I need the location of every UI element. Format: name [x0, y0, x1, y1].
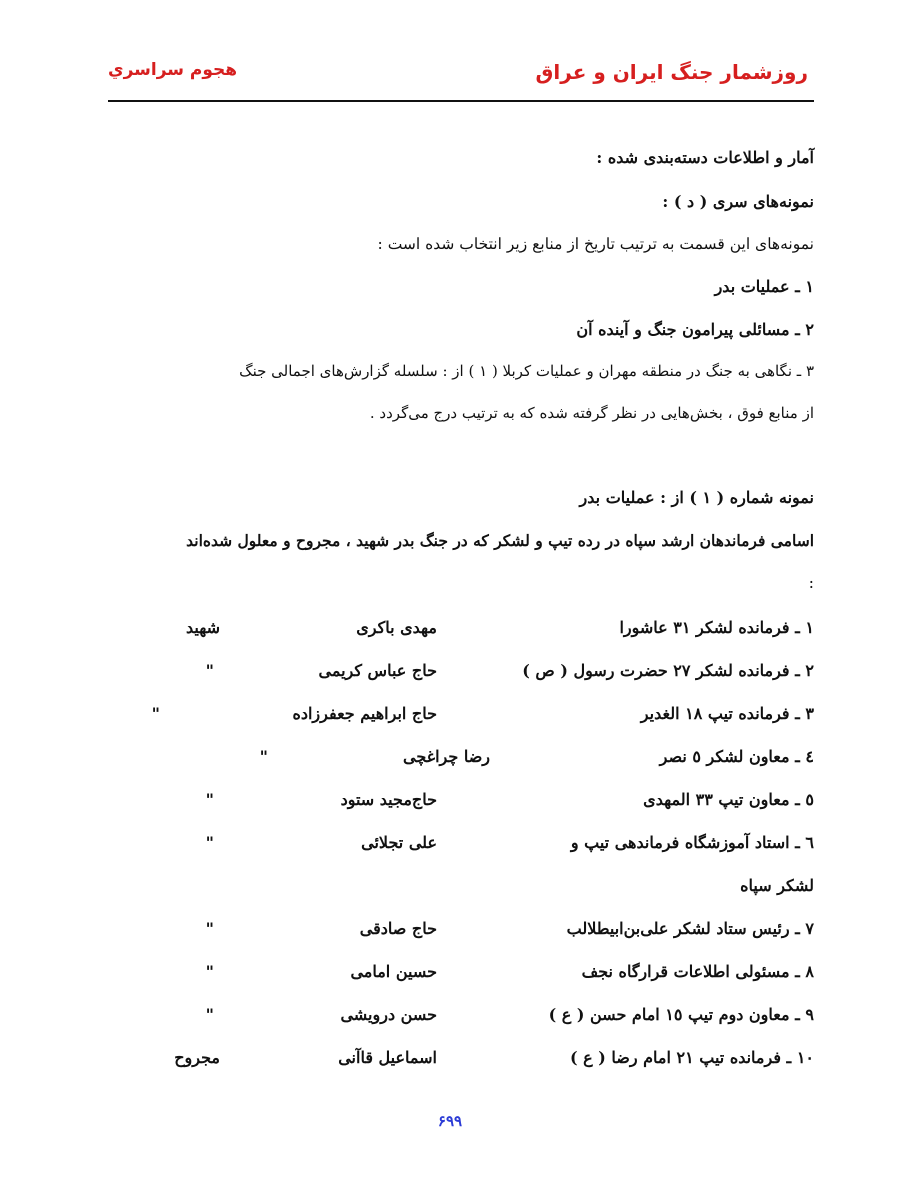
commander-role: ٦ ـ استاد آموزشگاه فرماندهی تیپ و — [570, 833, 814, 852]
list-item — [0, 833, 900, 863]
commander-role: ۹ ـ معاون دوم تیپ ۱٥ امام حسن ( ع ) — [548, 1005, 814, 1024]
commander-name: اسماعیل قاآنی — [338, 1048, 437, 1067]
sample-description: اسامی فرماندهان ارشد سپاه در رده تیپ و لشکر که در جنگ بدر شهید ، مجروح و معلول شده‌اند — [186, 531, 814, 550]
commander-name: حسن درویشی — [340, 1005, 437, 1024]
commander-role: ۳ ـ فرمانده تیپ ۱۸ الغدیر — [640, 704, 814, 723]
list-item — [0, 962, 900, 992]
commander-status: " — [205, 919, 214, 938]
commander-role: ۱ ـ فرمانده لشکر ۳۱ عاشورا — [619, 618, 814, 637]
list-item — [0, 661, 900, 691]
list-item — [0, 1048, 900, 1078]
list-item — [0, 1005, 900, 1035]
commander-role: ٥ ـ معاون تیپ ۳۳ المهدی — [643, 790, 814, 809]
commander-role: ۱۰ ـ فرمانده تیپ ۲۱ امام رضا ( ع ) — [569, 1048, 814, 1067]
list-item — [0, 618, 900, 648]
commander-name: حاج ابراهیم جعفرزاده — [292, 704, 437, 723]
commander-status: شهید — [185, 618, 220, 637]
commander-role: ٤ ـ معاون لشکر ٥ نصر — [659, 747, 814, 766]
source-item-3-line-1: ۳ ـ نگاهی به جنگ در منطقه مهران و عملیات کربلا ( ۱ ) از : سلسله گزارش‌های اجمالی جنگ — [239, 362, 814, 380]
book-title: روزشمار جنگ ايران و عراق — [535, 60, 808, 84]
heading-series: نمونه‌های سری ( د ) : — [662, 192, 814, 211]
heading-stats: آمار و اطلاعات دسته‌بندی شده : — [596, 148, 814, 167]
commander-role-continued: لشکر سپاه — [740, 876, 814, 895]
commander-name: علی تجلائی — [361, 833, 437, 852]
commander-role: ۸ ـ مسئولی اطلاعات قرارگاه نجف — [581, 962, 814, 981]
commander-name: حاج صادقی — [359, 919, 437, 938]
commander-status: " — [205, 790, 214, 809]
list-item — [0, 747, 900, 777]
section-title: هجوم سراسري — [108, 60, 238, 80]
header-rule — [108, 100, 814, 102]
source-item-3-line-2: از منابع فوق ، بخش‌هایی در نظر گرفته شده که به ترتیب درج می‌گردد . — [369, 404, 814, 422]
commander-status: مجروح — [174, 1048, 220, 1067]
commander-name: رضا چراغچی — [403, 747, 490, 766]
commander-status: " — [205, 962, 214, 981]
commander-name: مهدی باکری — [356, 618, 437, 637]
page-number: ۶۹۹ — [437, 1112, 463, 1130]
list-item — [0, 919, 900, 949]
commander-role: ۲ ـ فرمانده لشکر ۲۷ حضرت رسول ( ص ) — [522, 661, 814, 680]
list-item — [0, 704, 900, 734]
sample-description-colon: : — [808, 573, 814, 592]
source-item-2: ۲ ـ مسائلی پیرامون جنگ و آینده آن — [576, 320, 814, 339]
commander-status: " — [259, 747, 268, 766]
list-item — [0, 876, 900, 906]
commander-status: " — [151, 704, 160, 723]
source-item-1: ۱ ـ عملیات بدر — [714, 277, 814, 296]
commander-status: " — [205, 1005, 214, 1024]
commander-name: حسین امامی — [350, 962, 437, 981]
sample-title: نمونه شماره ( ۱ ) از : عملیات بدر — [579, 488, 814, 507]
commander-name: حاج عباس کریمی — [318, 661, 437, 680]
commander-name: حاج‌مجید ستود — [340, 790, 437, 809]
commander-role: ۷ ـ رئیس ستاد لشکر علی‌بن‌ابیطلالب — [566, 919, 814, 938]
commander-status: " — [205, 833, 214, 852]
intro-text: نمونه‌های این قسمت به ترتیب تاریخ از منابع زیر انتخاب شده است : — [377, 235, 814, 253]
list-item — [0, 790, 900, 820]
commander-status: " — [205, 661, 214, 680]
